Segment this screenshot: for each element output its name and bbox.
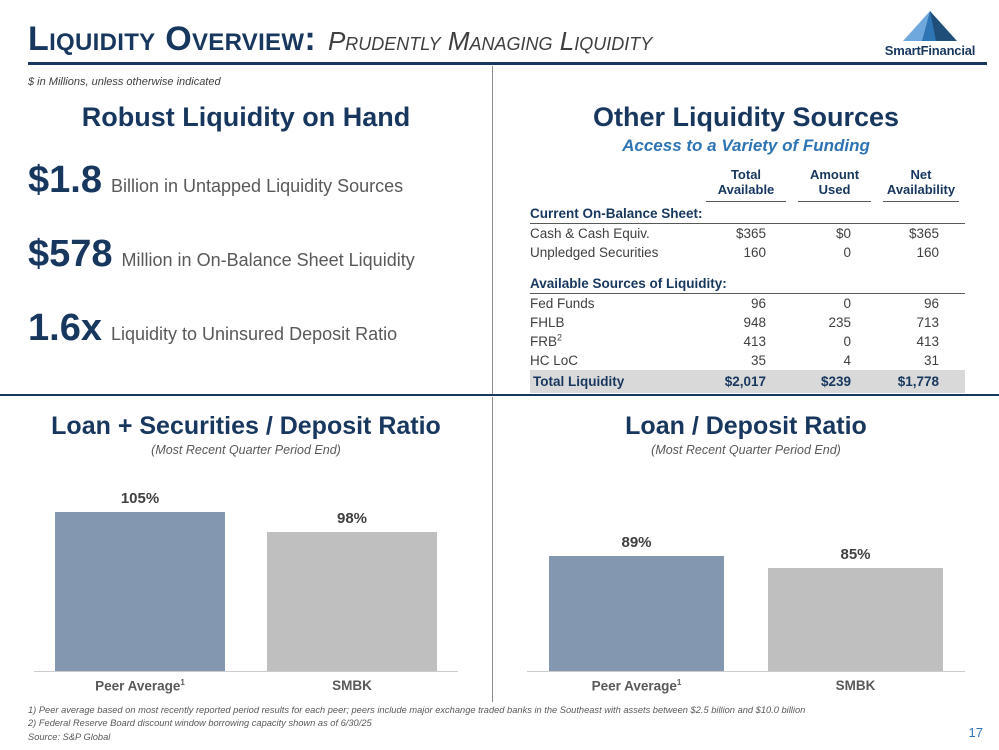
panel-other-liquidity-sources — [493, 92, 999, 394]
header-net-availability: Net Availability — [877, 168, 965, 202]
funding-subheading: Access to a Variety of Funding — [622, 136, 870, 155]
chart-title: Loan + Securities / Deposit Ratio — [51, 412, 441, 440]
chart-loan-deposit-ratio — [493, 396, 999, 702]
footnote-marker: 1 — [676, 678, 682, 687]
footnotes — [28, 704, 939, 744]
chart-title: Loan / Deposit Ratio — [625, 412, 867, 440]
header-amount-used: Amount Used — [792, 168, 877, 202]
bar-group-peer-average — [549, 534, 724, 671]
category-peer-average: Peer Average$^1$ — [95, 678, 185, 694]
bar-value-label: 85% — [840, 546, 871, 563]
metric-label: Million in On-Balance Sheet Liquidity — [121, 250, 415, 270]
bar-group-smbk — [768, 546, 943, 671]
section-available-sources: Available Sources of Liquidity: — [530, 272, 965, 294]
category-smbk: SMBK — [332, 678, 372, 693]
panel-robust-liquidity — [0, 92, 492, 394]
chart-subtitle: (Most Recent Quarter Period End) — [151, 443, 341, 457]
footnote-1: 1) Peer average based on most recently reported period results for each peer; peers include major exchange traded banks in the Southeast with assets between $2.5 billion and $10.0 billion — [28, 704, 806, 715]
metric-untapped-liquidity — [28, 159, 492, 202]
table-row-cash: Cash & Cash Equiv. $365 $0 $365 — [530, 225, 939, 241]
category-smbk: SMBK — [835, 678, 876, 693]
page-title-main: Liquidity Overview: — [28, 20, 316, 58]
footnote-2: 2) Federal Reserve Board discount window borrowing capacity shown as of 6/30/25 — [28, 718, 372, 729]
table-spacer-row — [530, 262, 965, 272]
table-row-fhlb: FHLB 948 235 713 — [530, 314, 939, 330]
other-liquidity-heading: Other Liquidity Sources — [592, 102, 900, 132]
bar-group-smbk — [267, 510, 437, 671]
metric-label: Liquidity to Uninsured Deposit Ratio — [110, 324, 398, 344]
smartfinancial-logo — [871, 10, 989, 58]
metric-on-balance-liquidity — [28, 233, 492, 276]
header-empty — [530, 168, 700, 202]
page-title — [28, 20, 652, 59]
bar-plot — [34, 463, 458, 671]
bar-peer-average — [549, 556, 724, 671]
footnote-marker: 2 — [557, 332, 563, 343]
bar-peer-average — [55, 512, 225, 671]
table-row-fed-funds: Fed Funds 96 0 96 — [530, 295, 939, 311]
metric-uninsured-deposit-ratio — [28, 307, 492, 350]
pyramid-mountain-icon — [902, 10, 958, 42]
page-number: 17 — [968, 725, 983, 740]
bar-value-label: 89% — [621, 534, 652, 551]
source-note: Source: S&P Global — [28, 731, 111, 742]
category-peer-average: Peer Average$^1$ — [591, 678, 682, 694]
table-row-frb: FRB$^2$ 413 0 413 — [530, 332, 939, 349]
logo-text: SmartFinancial — [884, 43, 976, 58]
table-row-total-liquidity: Total Liquidity $2,017 $239 $1,778 — [530, 370, 965, 393]
bar-smbk — [267, 532, 437, 671]
robust-liquidity-heading: Robust Liquidity on Hand — [81, 102, 411, 132]
bar-smbk — [768, 568, 943, 671]
footnote-marker: 1 — [180, 678, 185, 687]
units-note: $ in Millions, unless otherwise indicated — [28, 76, 221, 88]
metric-value: 1.6x — [28, 307, 102, 349]
bar-plot — [527, 463, 965, 671]
table-header-row — [530, 168, 965, 202]
liquidity-sources-table — [530, 168, 965, 393]
chart-loan-securities-deposit-ratio — [0, 396, 492, 702]
metric-label: Billion in Untapped Liquidity Sources — [110, 176, 404, 196]
chart-subtitle: (Most Recent Quarter Period End) — [651, 443, 841, 457]
metric-value: $578 — [28, 233, 113, 275]
bar-value-label: 105% — [120, 490, 160, 507]
bar-value-label: 98% — [336, 510, 368, 527]
header-rule — [28, 62, 987, 65]
category-axis — [34, 671, 458, 694]
table-row-hc-loc: HC LoC 35 4 31 — [530, 352, 939, 368]
header-total-available: Total Available — [700, 168, 792, 202]
page-title-sub: Prudently Managing Liquidity — [327, 26, 653, 56]
metric-value: $1.8 — [28, 159, 102, 201]
category-axis — [527, 671, 965, 694]
table-row-unpledged-securities: Unpledged Securities 160 0 160 — [530, 244, 939, 260]
section-current-on-balance: Current On-Balance Sheet: — [530, 202, 965, 224]
bar-group-peer-average — [55, 490, 225, 671]
metrics-list — [28, 159, 492, 350]
